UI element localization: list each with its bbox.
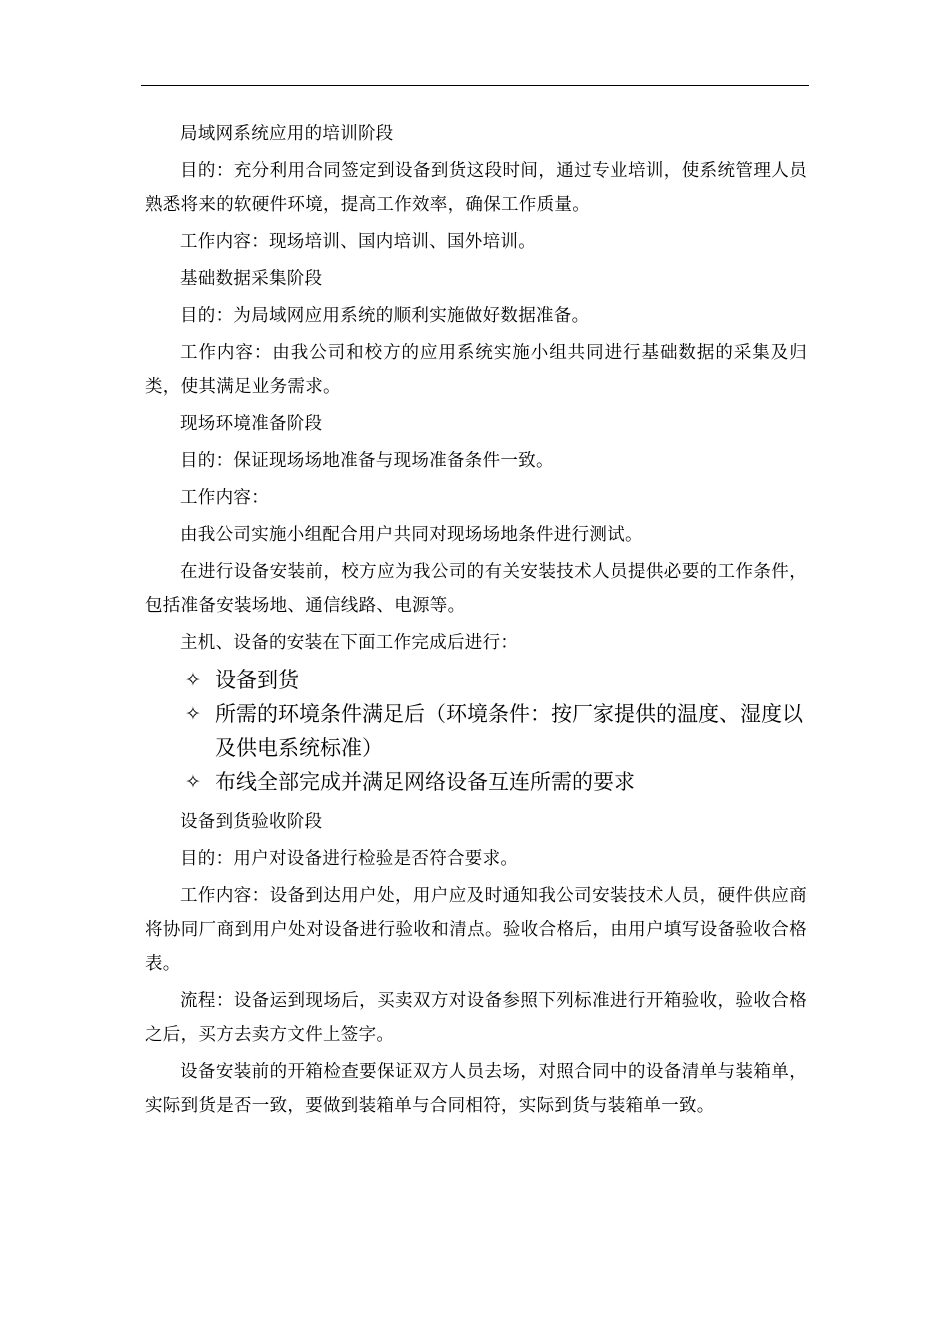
list-item-text: 设备到货 (215, 668, 299, 692)
list-item (145, 697, 807, 765)
paragraph: 目的：保证现场场地准备与现场准备条件一致。 (180, 451, 554, 471)
list-item-text: 所需的环境条件满足后（环境条件：按厂家提供的温度、湿度以及供电系统标准） (215, 702, 803, 760)
paragraph: 设备安装前的开箱检查要保证双方人员去场，对照合同中的设备清单与装箱单，实际到货是否一致，要做到装箱单与合同相符，实际到货与装箱单一致。 (145, 1062, 807, 1116)
paragraph: 在进行设备安装前，校方应为我公司的有关安装技术人员提供必要的工作条件，包括准备安装场地、通信线路、电源等。 (145, 562, 807, 616)
section-heading: 局域网系统应用的培训阶段 (180, 124, 394, 144)
paragraph: 目的：充分利用合同签定到设备到货这段时间，通过专业培训，使系统管理人员熟悉将来的软硬件环境，提高工作效率，确保工作质量。 (145, 161, 807, 215)
paragraph: 由我公司实施小组配合用户共同对现场场地条件进行测试。 (180, 525, 643, 545)
diamond-bullet-icon: ✧ (185, 703, 201, 725)
paragraph: 目的：为局域网应用系统的顺利实施做好数据准备。 (180, 306, 590, 326)
document-body (145, 117, 807, 1126)
paragraph: 工作内容： (180, 488, 269, 508)
paragraph: 目的：用户对设备进行检验是否符合要求。 (180, 849, 519, 869)
paragraph: 工作内容：设备到达用户处，用户应及时通知我公司安装技术人员，硬件供应商将协同厂商到用户处对设备进行验收和清点。验收合格后，由用户填写设备验收合格表。 (145, 886, 807, 974)
paragraph: 流程：设备运到现场后，买卖双方对设备参照下列标准进行开箱验收，验收合格之后，买方去卖方文件上签字。 (145, 991, 807, 1045)
paragraph: 工作内容：由我公司和校方的应用系统实施小组共同进行基础数据的采集及归类，使其满足业务需求。 (145, 343, 807, 397)
diamond-bullet-icon: ✧ (185, 669, 201, 691)
diamond-bullet-icon: ✧ (185, 771, 201, 793)
list-item (145, 765, 807, 799)
section-heading: 现场环境准备阶段 (180, 414, 323, 434)
list-item-text: 布线全部完成并满足网络设备互连所需的要求 (215, 770, 635, 794)
section-heading: 基础数据采集阶段 (180, 269, 323, 289)
paragraph: 工作内容：现场培训、国内培训、国外培训。 (180, 232, 536, 252)
bullet-list (145, 663, 807, 799)
list-item (145, 663, 807, 697)
paragraph: 主机、设备的安装在下面工作完成后进行： (180, 633, 519, 653)
section-heading: 设备到货验收阶段 (180, 812, 323, 832)
header-rule (141, 85, 809, 86)
